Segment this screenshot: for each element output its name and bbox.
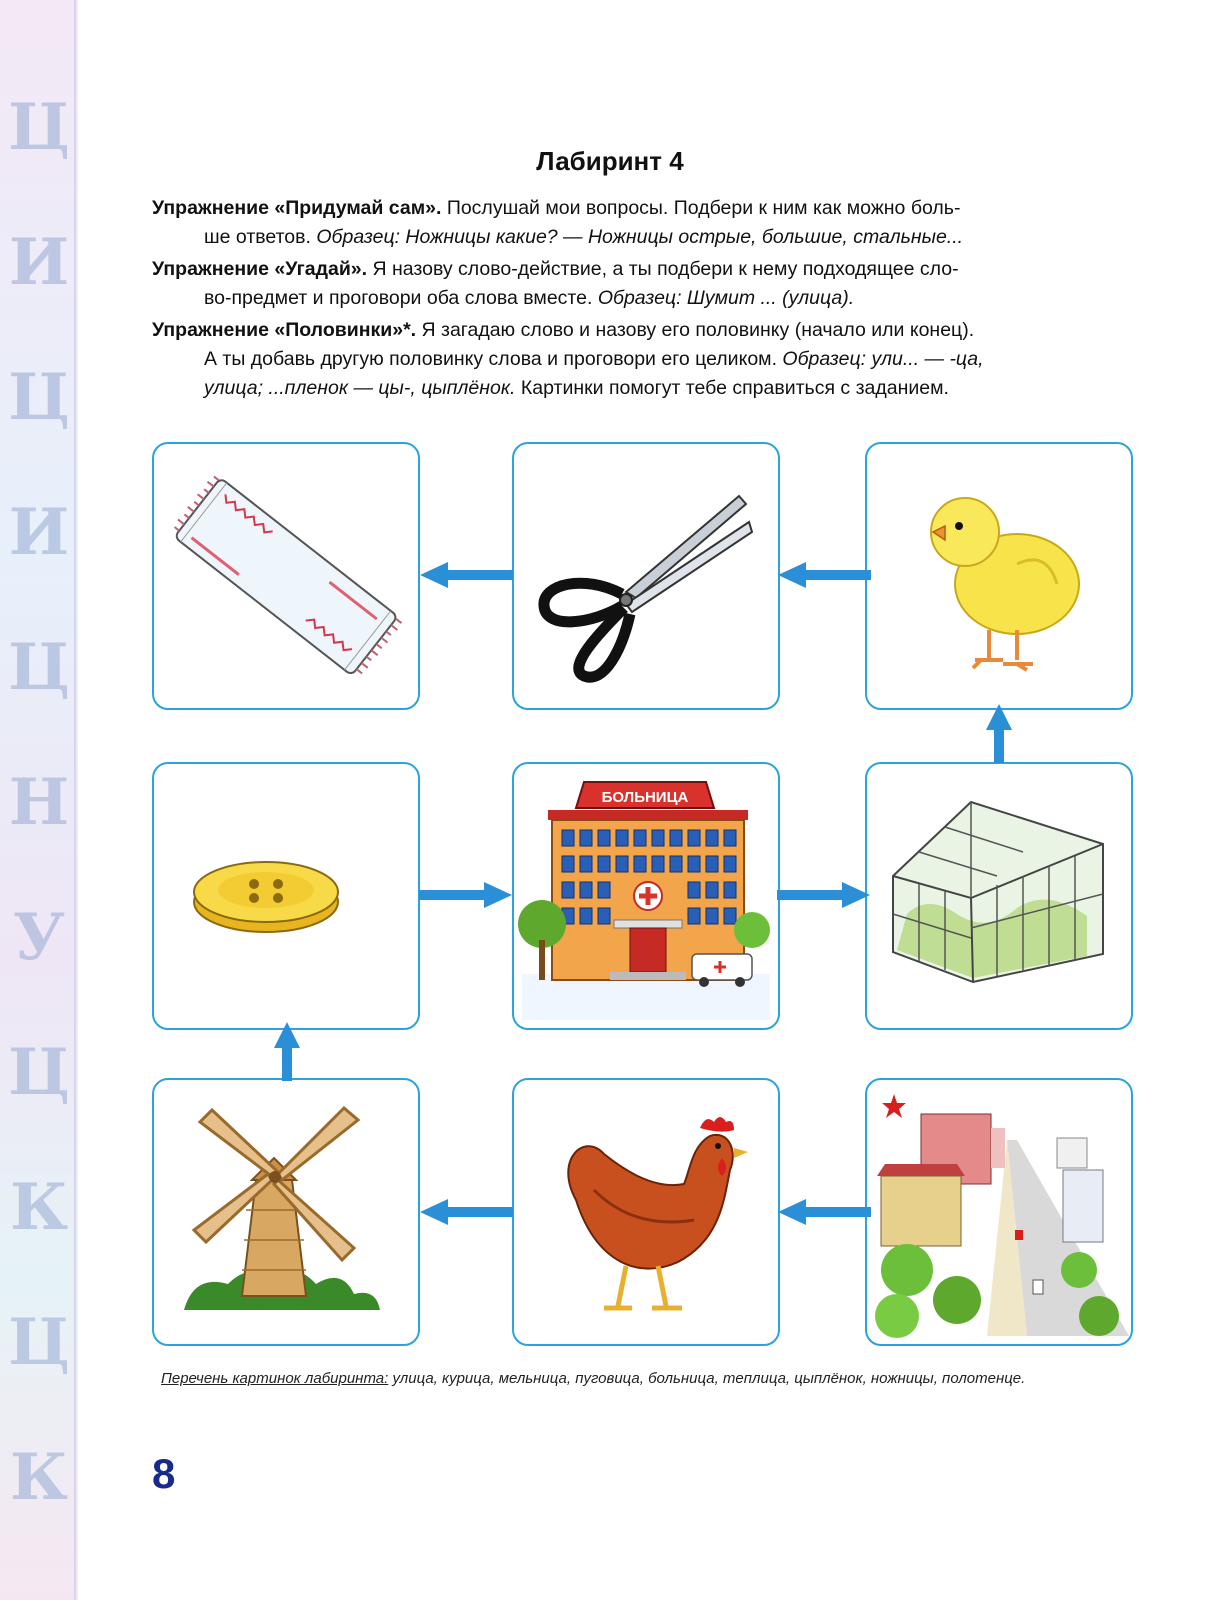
strip-letter: Ц xyxy=(8,90,70,165)
exercise-2 xyxy=(152,255,1152,313)
windmill-icon xyxy=(154,1080,418,1344)
exercise-3-text: Я загадаю слово и назову его половинку (начало или конец). xyxy=(416,319,975,341)
exercise-1-name: Упражнение «Придумай сам». xyxy=(152,197,442,219)
exercise-1-text-cont: ше ответов. xyxy=(204,226,317,248)
exercise-3-example: Образец: ули... — -ца, xyxy=(782,348,984,370)
scissors-icon xyxy=(514,444,778,708)
hospital-sign: БОЛЬНИЦА xyxy=(601,789,689,806)
greenhouse-icon xyxy=(867,764,1131,1028)
exercise-1-example: Образец: Ножницы какие? — Ножницы острые, большие, стальные... xyxy=(316,226,964,248)
arrow-up-icon xyxy=(984,702,1014,764)
arrow-right-icon xyxy=(418,880,514,910)
towel-icon xyxy=(154,444,418,708)
exercise-3-name: Упражнение «Половинки»*. xyxy=(152,319,417,341)
picture-card-windmill xyxy=(152,1078,420,1346)
exercise-3-example-cont: улица; ...пленок — цы-, цыплёнок. xyxy=(204,377,516,399)
strip-letter: К xyxy=(9,1170,69,1245)
red-star-icon xyxy=(882,1094,906,1118)
exercise-3 xyxy=(152,316,1152,403)
picture-card-button xyxy=(152,762,420,1030)
arrow-left-icon xyxy=(418,1197,514,1227)
street-icon xyxy=(867,1080,1131,1344)
strip-letter: И xyxy=(8,225,70,300)
footnote-items: улица, курица, мельница, пуговица, больница, теплица, цыплёнок, ножницы, полотенце. xyxy=(388,1370,1026,1387)
page-number: 8 xyxy=(152,1450,176,1497)
strip-letter: Ц xyxy=(8,1305,70,1380)
exercise-2-text-cont: во-предмет и проговори оба слова вместе. xyxy=(204,287,598,309)
arrow-left-icon xyxy=(776,560,872,590)
picture-card-street xyxy=(865,1078,1133,1346)
arrow-up-icon xyxy=(272,1020,302,1082)
strip-letter: К xyxy=(9,1440,69,1515)
page-title: Лабиринт 4 xyxy=(536,146,684,176)
picture-card-hen xyxy=(512,1078,780,1346)
sewing-button-icon xyxy=(154,764,418,1028)
exercise-2-example: Образец: Шумит ... (улица). xyxy=(597,287,855,309)
exercise-3-text-end: Картинки помогут тебе справиться с заданием. xyxy=(515,377,949,399)
arrow-left-icon xyxy=(418,560,514,590)
arrow-right-icon xyxy=(776,880,872,910)
exercise-1-text: Послушай мои вопросы. Подбери к ним как можно боль- xyxy=(441,197,961,219)
picture-list-footnote xyxy=(161,1370,1025,1387)
hen-icon xyxy=(514,1080,778,1344)
chick-icon xyxy=(867,444,1131,708)
strip-letter: Ц xyxy=(8,360,70,435)
exercise-2-text: Я назову слово-действие, а ты подбери к нему подходящее сло- xyxy=(367,258,959,280)
exercise-3-text-cont: А ты добавь другую половинку слова и проговори его целиком. xyxy=(204,348,783,370)
strip-letter: У xyxy=(13,900,65,975)
exercise-2-name: Упражнение «Угадай». xyxy=(152,258,368,280)
picture-card-scissors xyxy=(512,442,780,710)
strip-letter: И xyxy=(8,495,70,570)
picture-card-chick xyxy=(865,442,1133,710)
strip-letter: Н xyxy=(8,765,70,840)
picture-card-towel xyxy=(152,442,420,710)
picture-card-hospital xyxy=(512,762,780,1030)
strip-letter: Ц xyxy=(8,630,70,705)
hospital-icon xyxy=(514,764,778,1028)
arrow-left-icon xyxy=(776,1197,872,1227)
footnote-label: Перечень картинок лабиринта: xyxy=(161,1370,389,1387)
picture-card-greenhouse xyxy=(865,762,1133,1030)
exercise-1 xyxy=(152,194,1152,252)
strip-edge xyxy=(74,0,76,1600)
strip-letter: Ц xyxy=(8,1035,70,1110)
decorative-letter-strip xyxy=(0,0,78,1600)
